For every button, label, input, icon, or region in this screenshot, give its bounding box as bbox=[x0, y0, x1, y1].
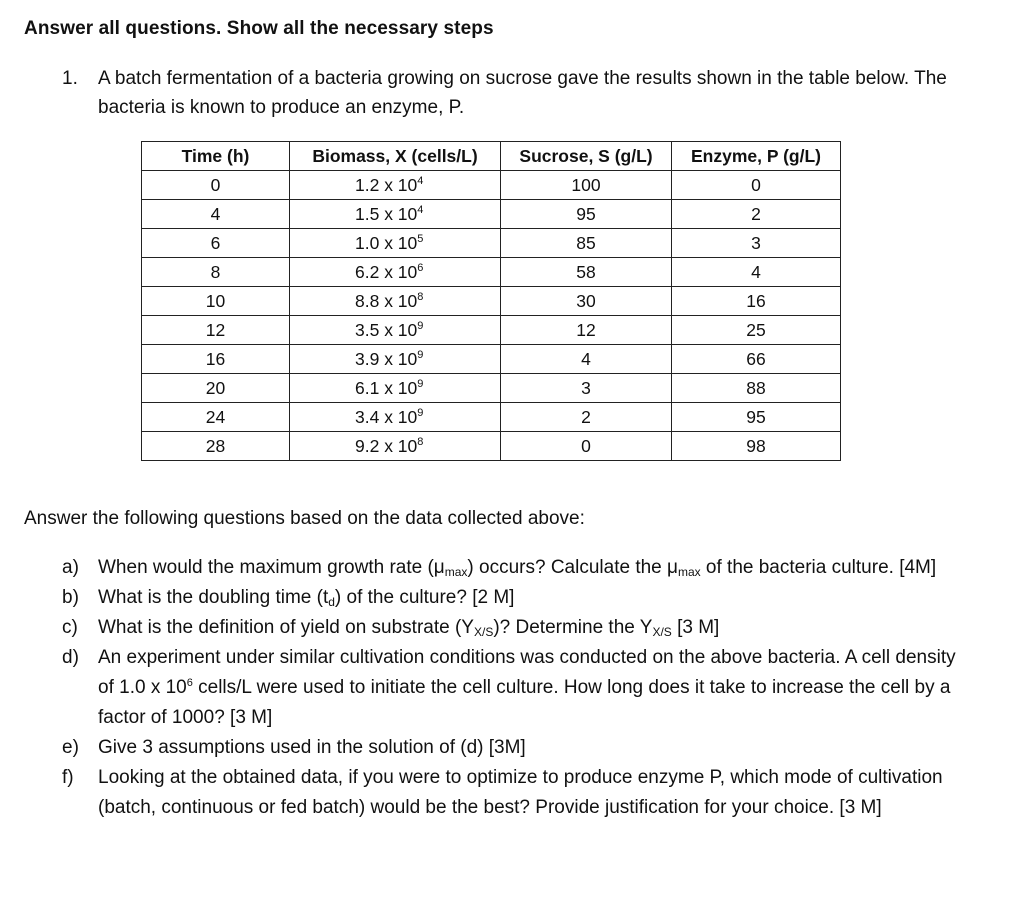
header-biomass: Biomass, X (cells/L) bbox=[290, 142, 501, 171]
time-cell: 0 bbox=[142, 171, 290, 200]
sucrose-cell: 4 bbox=[501, 345, 672, 374]
biomass-cell: 1.5 x $10^4$ bbox=[290, 200, 501, 229]
header-enzyme: Enzyme, P (g/L) bbox=[672, 142, 841, 171]
biomass-cell: 3.4 x $10^9$ bbox=[290, 403, 501, 432]
sucrose-cell: 12 bbox=[501, 316, 672, 345]
part-label: e) bbox=[62, 737, 79, 758]
sucrose-cell: 58 bbox=[501, 258, 672, 287]
table-header-row bbox=[142, 142, 841, 171]
enzyme-cell: 16 bbox=[672, 287, 841, 316]
table-row bbox=[142, 171, 841, 200]
sucrose-cell: 85 bbox=[501, 229, 672, 258]
enzyme-cell: 3 bbox=[672, 229, 841, 258]
part-a: a) When would the maximum growth rate $(\mu_{max})$ occurs? Calculate the $\mu_{max}$ of the bacteria culture. [4M] bbox=[62, 553, 962, 583]
time-cell: 8 bbox=[142, 258, 290, 287]
enzyme-cell: 98 bbox=[672, 432, 841, 461]
sucrose-cell: 0 bbox=[501, 432, 672, 461]
biomass-cell: 8.8 x $10^8$ bbox=[290, 287, 501, 316]
table-row bbox=[142, 403, 841, 432]
header-time: Time (h) bbox=[142, 142, 290, 171]
biomass-cell: 3.5 x $10^9$ bbox=[290, 316, 501, 345]
part-f: f) Looking at the obtained data, if you were to optimize to produce enzyme P, which mode of cultivation (batch, continuous or fed batch) would be the best? Provide justification for your choice. [3 M] bbox=[62, 763, 962, 823]
time-cell: 20 bbox=[142, 374, 290, 403]
part-label: c) bbox=[62, 617, 78, 638]
fermentation-data-table bbox=[141, 141, 841, 461]
question-1-text: A batch fermentation of a bacteria growing on sucrose gave the results shown in the table below. The bacteria is known to produce an enzyme, P. bbox=[98, 68, 947, 118]
answer-intro: Answer the following questions based on the data collected above: bbox=[24, 508, 585, 529]
sucrose-cell: 30 bbox=[501, 287, 672, 316]
header-sucrose: Sucrose, S (g/L) bbox=[501, 142, 672, 171]
part-d: d) An experiment under similar cultivation conditions was conducted on the above bacteria. A cell density of 1.0 x $10^6$ cells/L were used to initiate the cell culture. How long does it take to increase the cell by a factor of 1000? [3 M] bbox=[62, 643, 962, 733]
part-label: d) bbox=[62, 647, 79, 668]
part-b: b) What is the doubling time $(t_d)$ of the culture? [2 M] bbox=[62, 583, 962, 613]
time-cell: 16 bbox=[142, 345, 290, 374]
enzyme-cell: 95 bbox=[672, 403, 841, 432]
table-row bbox=[142, 200, 841, 229]
page-heading: Answer all questions. Show all the necessary steps bbox=[24, 18, 494, 39]
biomass-cell: 9.2 x $10^8$ bbox=[290, 432, 501, 461]
table-row bbox=[142, 258, 841, 287]
sucrose-cell: 3 bbox=[501, 374, 672, 403]
sub-questions bbox=[62, 553, 962, 823]
enzyme-cell: 4 bbox=[672, 258, 841, 287]
biomass-cell: 3.9 x $10^9$ bbox=[290, 345, 501, 374]
time-cell: 28 bbox=[142, 432, 290, 461]
sucrose-cell: 100 bbox=[501, 171, 672, 200]
sucrose-cell: 95 bbox=[501, 200, 672, 229]
biomass-cell: 1.0 x $10^5$ bbox=[290, 229, 501, 258]
enzyme-cell: 88 bbox=[672, 374, 841, 403]
table-row bbox=[142, 345, 841, 374]
table-row bbox=[142, 432, 841, 461]
table-row bbox=[142, 287, 841, 316]
enzyme-cell: 2 bbox=[672, 200, 841, 229]
part-label: b) bbox=[62, 587, 79, 608]
part-e: e) Give 3 assumptions used in the solution of (d) [3M] bbox=[62, 733, 962, 763]
question-1 bbox=[62, 64, 962, 122]
enzyme-cell: 0 bbox=[672, 171, 841, 200]
biomass-cell: 6.1 x $10^9$ bbox=[290, 374, 501, 403]
time-cell: 24 bbox=[142, 403, 290, 432]
sucrose-cell: 2 bbox=[501, 403, 672, 432]
table-row bbox=[142, 316, 841, 345]
time-cell: 12 bbox=[142, 316, 290, 345]
enzyme-cell: 66 bbox=[672, 345, 841, 374]
biomass-cell: 6.2 x $10^6$ bbox=[290, 258, 501, 287]
time-cell: 10 bbox=[142, 287, 290, 316]
question-number: 1. bbox=[62, 68, 78, 89]
part-label: f) bbox=[62, 767, 74, 788]
table-row bbox=[142, 229, 841, 258]
biomass-cell: 1.2 x $10^4$ bbox=[290, 171, 501, 200]
table-row bbox=[142, 374, 841, 403]
part-label: a) bbox=[62, 557, 79, 578]
time-cell: 6 bbox=[142, 229, 290, 258]
enzyme-cell: 25 bbox=[672, 316, 841, 345]
part-c: c) What is the definition of yield on substrate $(Y_{X/S})$? Determine the $Y_{X/S}$ [3 M] bbox=[62, 613, 962, 643]
time-cell: 4 bbox=[142, 200, 290, 229]
